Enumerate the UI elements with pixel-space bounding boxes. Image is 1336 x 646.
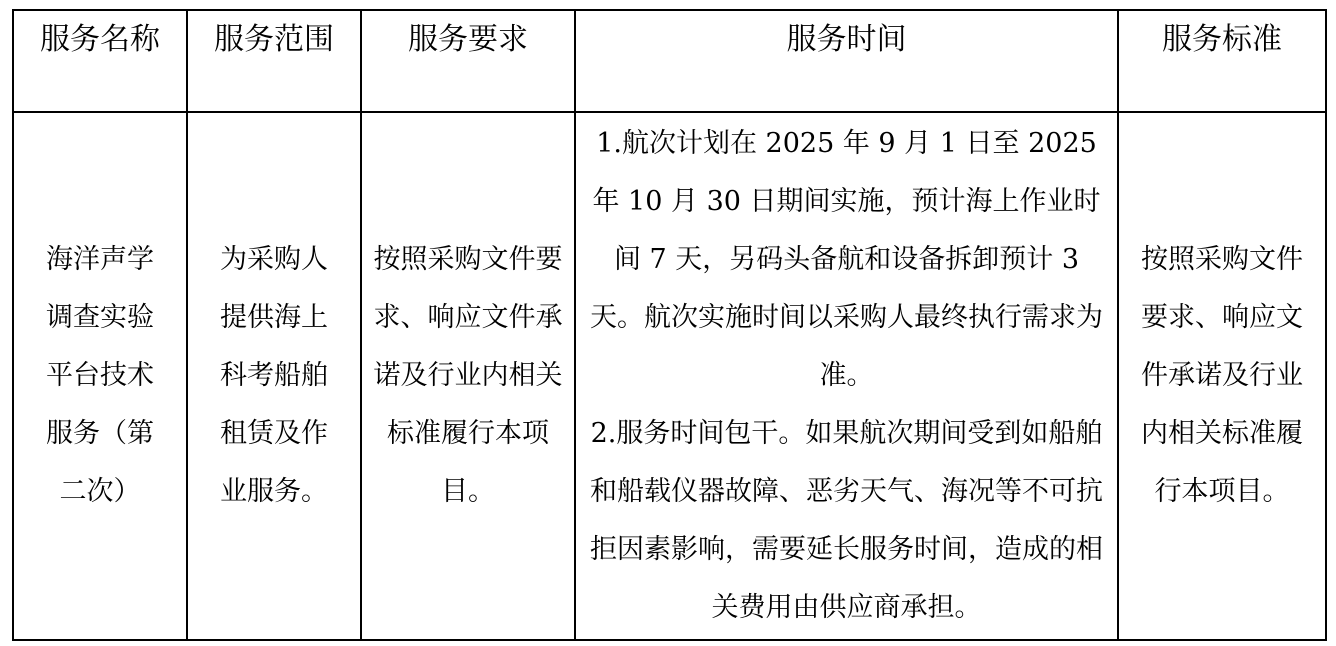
service-table: [12, 9, 1327, 641]
table-row: [13, 112, 1326, 640]
service-standard-text: 按照采购文件要求、响应文件承诺及行业内相关标准履行本项目。: [1141, 244, 1303, 507]
cell-service-standard: [1118, 112, 1326, 640]
header-service-requirement: 服务要求: [361, 10, 575, 112]
header-service-time: 服务时间: [575, 10, 1118, 112]
header-service-standard: 服务标准: [1118, 10, 1326, 112]
service-requirement-text: 按照采购文件要求、响应文件承诺及行业内相关标准履行本项目。: [373, 244, 563, 507]
header-service-name: 服务名称: [13, 10, 187, 112]
service-time-item-1: 1.航次计划在 2025 年 9 月 1 日至 2025 年 10 月 30 日期间实施，预计海上作业时间 7 天，另码头备航和设备拆卸预计 3 天。航次实施时间以采购人最终执行需求为准。: [590, 128, 1103, 391]
cell-service-name: [13, 112, 187, 640]
cell-service-scope: [187, 112, 361, 640]
service-time-text: [588, 115, 1106, 637]
header-row: [13, 10, 1326, 112]
cell-service-requirement: [361, 112, 575, 640]
service-name-text: 海洋声学调查实验平台技术服务（第二次）: [46, 244, 154, 507]
service-time-item-2: 2.服务时间包干。如果航次期间受到如船舶和船载仪器故障、恶劣天气、海况等不可抗拒因素影响，需要延长服务时间，造成的相关费用由供应商承担。: [590, 418, 1103, 623]
header-service-scope: 服务范围: [187, 10, 361, 112]
cell-service-time: [575, 112, 1118, 640]
service-scope-text: 为采购人提供海上科考船舶租赁及作业服务。: [220, 244, 328, 507]
